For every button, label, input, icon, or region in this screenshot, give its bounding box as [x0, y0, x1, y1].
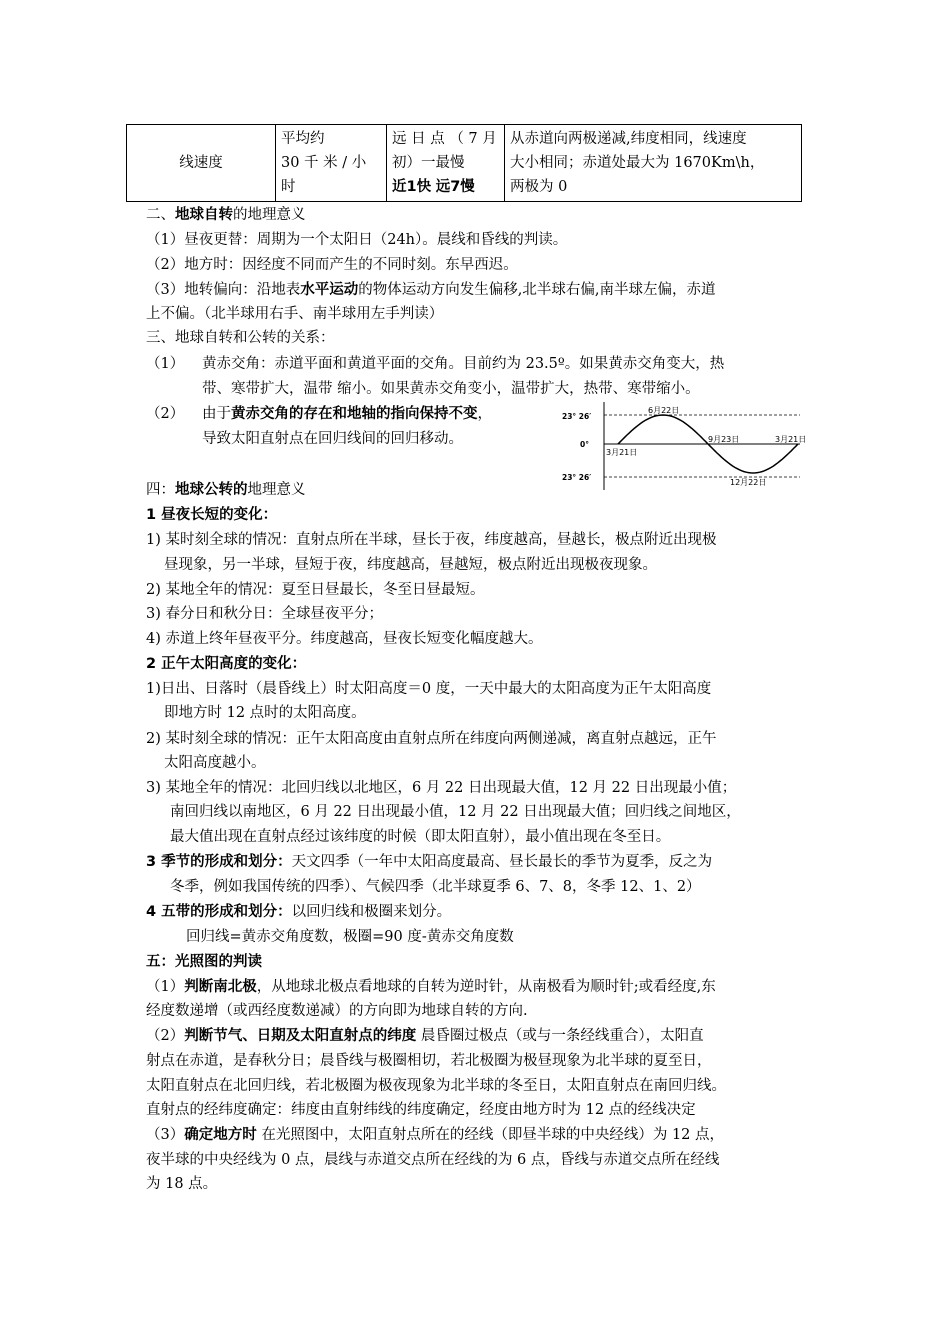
section2-p1: （1）昼夜更替：周期为一个太阳日（24h）。晨线和昏线的判读。 [146, 232, 568, 248]
section4-heading [146, 478, 306, 502]
section5-heading: 五：光照图的判读 [146, 954, 262, 970]
section3-item1: 黄赤交角：赤道平面和黄道平面的交角。目前约为 23.5º。如果黄赤交角变大，热 [202, 356, 725, 372]
sub2-item: 2) 某时刻全球的情况：正午太阳高度由直射点所在纬度向两侧递减，离直射点越远，正午 [146, 731, 717, 747]
cell-line: 大小相同；赤道处最大为 1670Km\h， [510, 155, 765, 171]
cell-line: 两极为 0 [510, 179, 568, 195]
text: ， [477, 406, 492, 422]
section3-item2-num: （2） [146, 406, 185, 422]
heading-prefix: 二、 [146, 207, 175, 223]
date-label: 3月21日 [775, 435, 807, 444]
cell-line: 30 千 米 / 小 [281, 155, 367, 171]
text: （2） [146, 1028, 185, 1044]
section3-heading: 三、地球自转和公转的关系： [146, 330, 335, 346]
cell-line: 初）一最慢 [392, 155, 465, 171]
bold-text: 判断节气、日期及太阳直射点的纬度 [184, 1028, 417, 1044]
text: 天文四季（一年中太阳高度最高、昼长最长的季节为夏季，反之为 [291, 854, 713, 870]
text: 晨昏圈过极点（或与一条经线重合），太阳直 [416, 1028, 704, 1044]
sub2-heading: 2 正午太阳高度的变化： [146, 656, 307, 672]
section5-p1-cont: 经度数递增（或西经度数递减）的方向即为地球自转的方向. [146, 1003, 528, 1019]
sub2-item-cont: 即地方时 12 点时的太阳高度。 [164, 705, 366, 721]
sub1-item: 3) 春分日和秋分日：全球昼夜平分； [146, 606, 383, 622]
cell-line: 时 [281, 179, 296, 195]
section5-p3-cont: 为 18 点。 [146, 1176, 218, 1192]
heading-bold: 地球自转 [175, 207, 233, 223]
sub2-item-cont: 最大值出现在直射点经过该纬度的时候（即太阳直射），最小值出现在冬至日。 [170, 829, 671, 845]
sub1-item: 1) 某时刻全球的情况：直射点所在半球，昼长于夜，纬度越高，昼越长，极点附近出现极 [146, 532, 717, 548]
section5-p2-cont: 太阳直射点在北回归线，若北极圈为极夜现象为北半球的冬至日，太阳直射点在南回归线。 [146, 1078, 726, 1094]
rotation-comparison-table [126, 124, 802, 202]
bold-text: 确定地方时 [184, 1127, 257, 1143]
sub2-item-cont: 南回归线以南地区，6 月 22 日出现最小值，12 月 22 日出现最大值；回归线之间地区， [170, 804, 741, 820]
section5-p2 [146, 1024, 704, 1048]
section2-p2: （2）地方时：因经度不同而产生的不同时刻。东早西迟。 [146, 257, 518, 273]
subsolar-migration-chart [560, 400, 810, 492]
sub3 [146, 850, 712, 874]
date-label: 12月22日 [730, 478, 767, 487]
cell-line: 远 日 点 （ 7 月 [392, 131, 497, 147]
text: （3）地转偏向：沿地表 [146, 282, 301, 298]
sub2-item: 3) 某地全年的情况：北回归线以北地区，6 月 22 日出现最大值，12 月 22 日出现最小值； [146, 780, 737, 796]
sub4 [146, 900, 451, 924]
section2-p3 [146, 278, 715, 302]
text: （3） [146, 1127, 185, 1143]
sub4-cont: 回归线=黄赤交角度数，极圈=90 度-黄赤交角度数 [186, 929, 514, 945]
table-cell-distribution [505, 125, 802, 202]
section2-heading [146, 203, 306, 227]
section3-item1-num: （1） [146, 356, 185, 372]
text: 在光照图中，太阳直射点所在的经线（即昼半球的中央经线）为 12 点， [256, 1127, 725, 1143]
bold-text: 水平运动 [300, 282, 359, 298]
section5-p2-cont: 直射点的经纬度确定：纬度由直射纬线的纬度确定，经度由地方时为 12 点的经线决定 [146, 1102, 696, 1118]
date-label: 6月22日 [648, 406, 680, 415]
bold-text: 3 季节的形成和划分： [146, 854, 292, 870]
text: （1） [146, 979, 185, 995]
table-cell-average [276, 125, 387, 202]
cell-line: 平均约 [281, 131, 325, 147]
cell-line [392, 175, 499, 199]
bold-text: 4 五带的形成和划分： [146, 904, 292, 920]
y-tick-south: 23° 26′ [562, 473, 592, 482]
section3-item1-cont: 带、寒带扩大，温带 缩小。如果黄赤交角变小，温带扩大，热带、寒带缩小。 [202, 381, 700, 397]
table-row [127, 125, 802, 202]
bold-text: 判断南北极 [184, 979, 257, 995]
near-fast-text: 近1快 [392, 179, 432, 195]
section3-item2 [202, 402, 492, 426]
text: 由于 [202, 406, 231, 422]
date-label: 9月23日 [708, 435, 740, 444]
section5-p2-cont: 射点在赤道，是春秋分日；晨昏线与极圈相切，若北极圈为极昼现象为北半球的夏至日， [146, 1053, 712, 1069]
text: 的物体运动方向发生偏移,北半球右偏,南半球左偏，赤道 [358, 282, 716, 298]
section2-p3-cont: 上不偏。（北半球用右手、南半球用左手判读） [146, 306, 444, 322]
text: ，从地球北极点看地球的自转为逆时针，从南极看为顺时针;或看经度,东 [256, 979, 716, 995]
heading-suffix: 的地理意义 [233, 207, 306, 223]
sub1-item: 4) 赤道上终年昼夜平分。纬度越高，昼夜长短变化幅度越大。 [146, 631, 543, 647]
sub1-heading: 1 昼夜长短的变化： [146, 507, 278, 523]
date-label: 3月21日 [606, 448, 638, 457]
y-tick-equator: 0° [580, 440, 589, 449]
sub3-cont: 冬季，例如我国传统的四季）、气候四季（北半球夏季 6、7、8，冬季 12、1、2） [170, 879, 701, 895]
text: 四： [146, 482, 175, 498]
sub2-item: 1)日出、日落时（晨昏线上）时太阳高度＝0 度，一天中最大的太阳高度为正午太阳高度 [146, 681, 712, 697]
bold-text: 黄赤交角的存在和地轴的指向保持不变 [231, 406, 478, 422]
section5-p3-cont: 夜半球的中央经线为 0 点，晨线与赤道交点所在经线的为 6 点，昏线与赤道交点所在经线 [146, 1152, 720, 1168]
date-labels [606, 406, 806, 487]
y-tick-north: 23° 26′ [562, 412, 592, 421]
sub2-item-cont: 太阳高度越小。 [164, 755, 266, 771]
section5-p1 [146, 975, 716, 999]
table-cell-label: 线速度 [127, 125, 276, 202]
bold-text: 地球公转的 [175, 482, 248, 498]
far-slow-text: 远7慢 [435, 179, 475, 195]
sub1-item-cont: 昼现象，另一半球，昼短于夜，纬度越高，昼越短，极点附近出现极夜现象。 [164, 557, 657, 573]
sub1-item: 2) 某地全年的情况：夏至日昼最长，冬至日昼最短。 [146, 582, 485, 598]
section3-item2-cont: 导致太阳直射点在回归线间的回归移动。 [202, 431, 463, 447]
section5-p3 [146, 1123, 724, 1147]
cell-line: 从赤道向两极递减,纬度相同，线速度 [510, 131, 747, 147]
text: 地理意义 [247, 482, 306, 498]
table-cell-aphelion [387, 125, 505, 202]
text: 以回归线和极圈来划分。 [291, 904, 452, 920]
